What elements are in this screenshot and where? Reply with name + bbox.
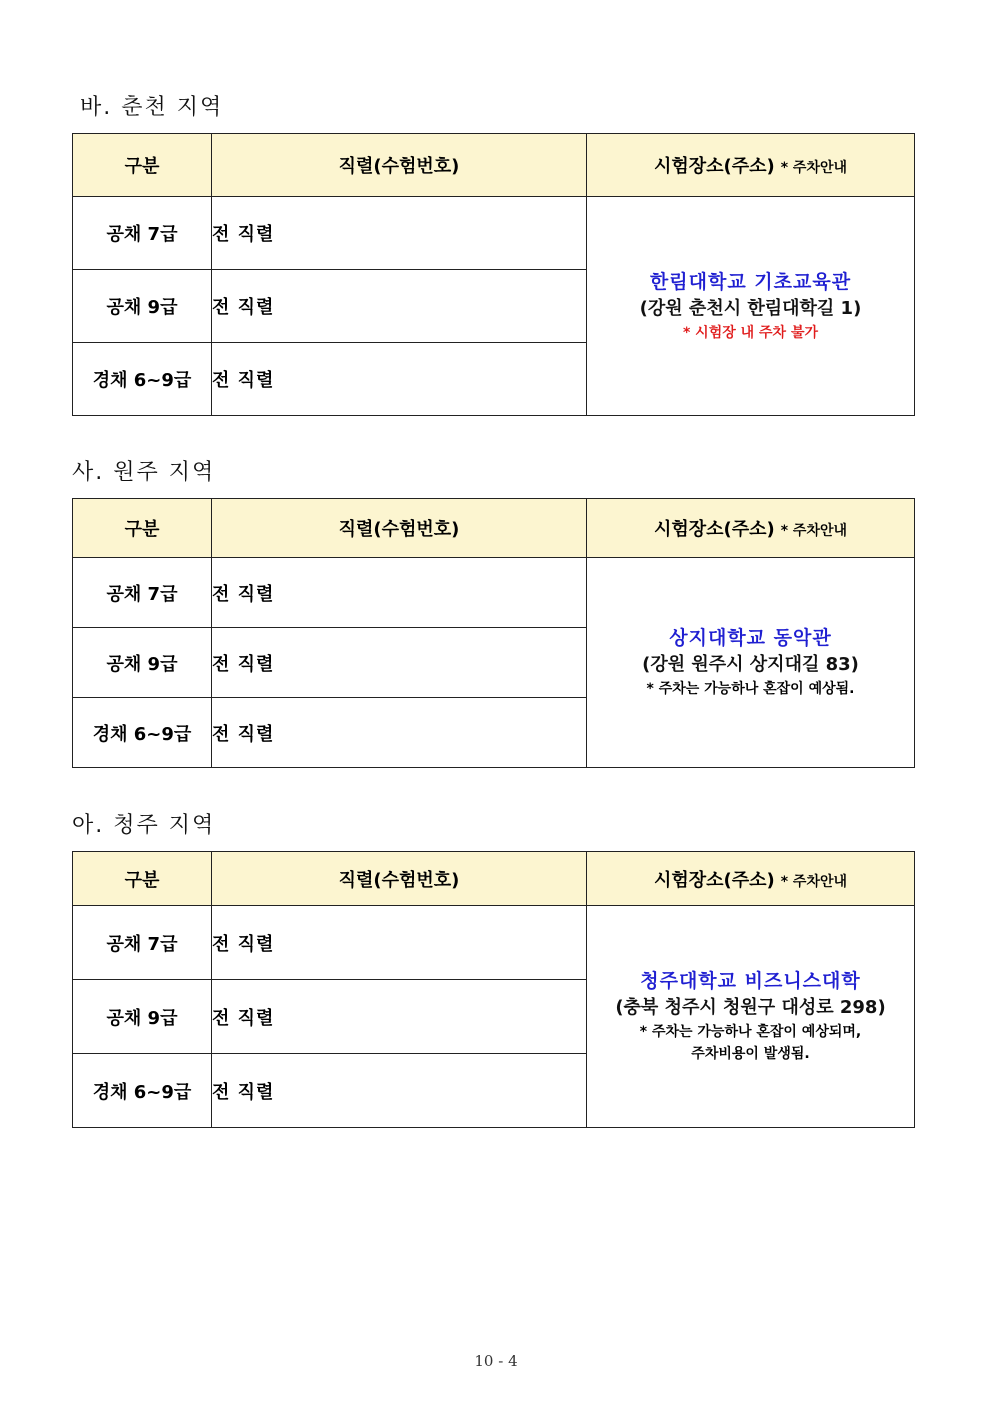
header-category-label: 구분 — [124, 519, 160, 540]
header-category — [73, 852, 212, 906]
section-title-wonju: 사. 원주 지역 — [72, 460, 216, 485]
venue-parking-note: * 주차는 가능하나 혼잡이 예상됨. — [646, 681, 855, 697]
row-category: 공채 7급 — [73, 197, 212, 270]
row-position: 전 직렬 — [212, 558, 587, 628]
header-category-label: 구분 — [124, 869, 160, 891]
venue-parking-note-line2: 주차비용이 발생됨. — [691, 1046, 810, 1062]
exam-table-wonju — [72, 498, 915, 768]
header-position-label: 직렬(수험번호) — [338, 869, 460, 891]
venue-parking-note: * 시험장 내 주차 불가 — [682, 324, 818, 341]
row-category: 공채 9급 — [73, 628, 212, 698]
row-position: 전 직렬 — [212, 1054, 587, 1128]
exam-table-chuncheon — [72, 133, 915, 416]
page-number: 10 - 4 — [474, 1352, 518, 1370]
header-venue — [587, 134, 915, 197]
row-category: 경채 6~9급 — [73, 698, 212, 768]
header-parking-note: * 주차안내 — [780, 523, 848, 539]
table-header-row — [73, 852, 915, 906]
header-position-label: 직렬(수험번호) — [338, 156, 460, 177]
table-row — [73, 558, 915, 628]
table-header-row — [73, 499, 915, 558]
venue-name: 한림대학교 기초교육관 — [649, 270, 852, 293]
header-venue — [587, 852, 915, 906]
venue-name: 청주대학교 비즈니스대학 — [640, 970, 861, 992]
venue-cell — [587, 558, 915, 768]
venue-address: (충북 청주시 청원구 대성로 298) — [615, 997, 886, 1018]
row-position: 전 직렬 — [212, 698, 587, 768]
row-category: 공채 9급 — [73, 270, 212, 343]
row-position: 전 직렬 — [212, 197, 587, 270]
table-header-row — [73, 134, 915, 197]
section-title-chuncheon: 바. 춘천 지역 — [80, 95, 224, 120]
header-venue-label: 시험장소(주소) — [653, 156, 775, 177]
row-category: 경채 6~9급 — [73, 343, 212, 416]
row-position: 전 직렬 — [212, 343, 587, 416]
header-parking-note: * 주차안내 — [780, 873, 848, 890]
row-category: 공채 7급 — [73, 558, 212, 628]
venue-address: (강원 춘천시 한림대학길 1) — [639, 297, 862, 319]
header-position — [212, 134, 587, 197]
exam-table-cheongju — [72, 851, 915, 1128]
header-position — [212, 499, 587, 558]
venue-address: (강원 원주시 상지대길 83) — [642, 654, 859, 675]
header-position — [212, 852, 587, 906]
table-row — [73, 906, 915, 980]
row-position: 전 직렬 — [212, 628, 587, 698]
row-position: 전 직렬 — [212, 906, 587, 980]
venue-cell — [587, 197, 915, 416]
row-position: 전 직렬 — [212, 980, 587, 1054]
venue-parking-note: * 주차는 가능하나 혼잡이 예상되며, — [639, 1024, 862, 1040]
header-category-label: 구분 — [124, 156, 160, 177]
header-parking-note: * 주차안내 — [780, 160, 848, 176]
header-venue — [587, 499, 915, 558]
venue-cell — [587, 906, 915, 1128]
table-row — [73, 197, 915, 270]
header-category — [73, 499, 212, 558]
header-category — [73, 134, 212, 197]
header-venue-label: 시험장소(주소) — [653, 519, 775, 540]
row-category: 공채 7급 — [73, 906, 212, 980]
header-venue-label: 시험장소(주소) — [653, 869, 775, 891]
row-category: 경채 6~9급 — [73, 1054, 212, 1128]
row-category: 공채 9급 — [73, 980, 212, 1054]
section-title-cheongju: 아. 청주 지역 — [72, 813, 216, 838]
header-position-label: 직렬(수험번호) — [338, 519, 460, 540]
row-position: 전 직렬 — [212, 270, 587, 343]
venue-name: 상지대학교 동악관 — [669, 627, 832, 649]
